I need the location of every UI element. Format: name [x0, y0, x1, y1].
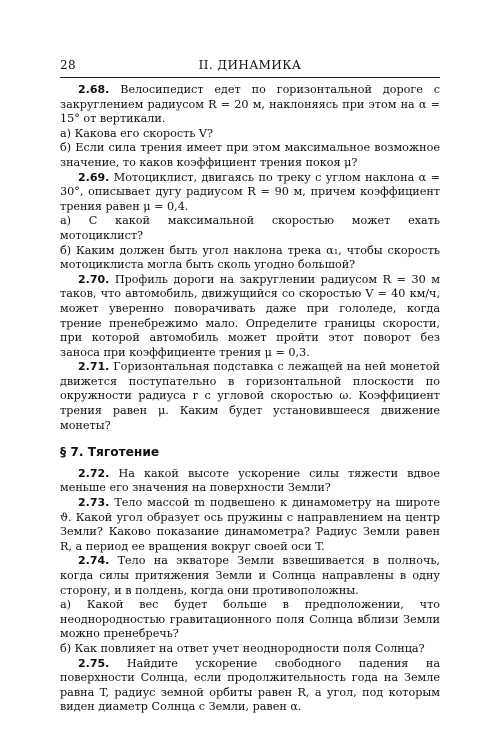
header-rule [60, 77, 440, 78]
problem-paragraph [60, 273, 440, 361]
problem-text: Тело массой m подвешено к динамометру на широте ϑ. Какой угол образует ось пружины с направлением на центр Земли? Каково показание динамометра? Радиус Земли равен R, а период ее вращения вокруг своей оси T. [60, 496, 440, 553]
sub-question [60, 127, 440, 142]
problems-part2 [60, 467, 440, 715]
problem-number: 2.73. [78, 496, 110, 510]
problem-paragraph [60, 657, 440, 715]
problem-text: а) Какой вес будет больше в предположении, что неоднородностью гравитационного поля Солнца вблизи Земли можно пренебречь? [60, 598, 440, 641]
problem-text: Мотоциклист, двигаясь по треку с углом наклона α = 30°, описывает дугу радиусом R = 90 м, причем коэффициент трения равен μ = 0,4. [60, 170, 440, 213]
problem-text: б) Если сила трения имеет при этом максимальное возможное значение, то каков коэффициент трения покоя μ? [60, 141, 440, 169]
problem-number: 2.71. [78, 360, 110, 374]
problem-text: Найдите ускорение свободного падения на поверхности Солнца, если продолжительность года на Земле равна T, радиус земной орбиты равен R, а угол, под которым виден диаметр Солнца с Земли, равен α. [60, 656, 440, 714]
section-title: § 7. Тяготение [60, 445, 160, 460]
problem-paragraph [60, 554, 440, 598]
problem-text: На какой высоте ускорение силы тяжести вдвое меньше его значения на поверхности Земли? [60, 466, 440, 495]
problem-text: б) Каким должен быть угол наклона трека α₁, чтобы скорость мотоциклиста могла быть сколь угодно большой? [60, 243, 440, 272]
problem-paragraph [60, 496, 440, 554]
problem-text: Профиль дороги на закруглении радиусом R = 30 м таков, что автомобиль, движущийся со скоростью V = 40 км/ч, может уверенно поворачивать даже при гололеде, когда трение пренебрежимо мало. Определите границы скорости, при которой автомобиль может пройти этот поворот без заноса при коэффициенте трения μ = 0,3. [60, 272, 440, 359]
page-content [60, 83, 440, 715]
page-number: 28 [60, 58, 77, 72]
problem-number: 2.69. [78, 170, 110, 184]
sub-question [60, 141, 440, 170]
sub-question [60, 642, 440, 657]
problem-paragraph [60, 171, 440, 215]
problem-number: 2.74. [78, 554, 110, 568]
sub-question [60, 214, 440, 243]
problem-paragraph [60, 360, 440, 433]
chapter-title: II. ДИНАМИКА [198, 58, 302, 72]
problem-text: Велосипедист едет по горизонтальной дороге с закруглением радиусом R = 20 м, наклоняясь при этом на α = 15° от вертикали. [60, 83, 440, 126]
problem-number: 2.70. [78, 272, 110, 286]
sub-question [60, 598, 440, 642]
problem-number: 2.75. [78, 656, 110, 670]
page-header [60, 58, 440, 78]
problem-text: б) Как повлияет на ответ учет неоднородности поля Солнца? [60, 641, 425, 655]
problem-text: Горизонтальная подставка с лежащей на ней монетой движется поступательно в горизонтальной плоскости по окружности радиуса r с угловой скоростью ω. Коэффициент трения равен μ. Каким будет установившееся движение монеты? [60, 360, 440, 432]
problem-number: 2.68. [78, 83, 110, 96]
sub-question [60, 244, 440, 273]
problem-text: а) С какой максимальной скоростью может ехать мотоциклист? [60, 214, 440, 242]
problem-paragraph [60, 83, 440, 127]
problem-text: Тело на экваторе Земли взвешивается в полночь, когда силы притяжения Земли и Солнца направлены в одну сторону, и в полдень, когда они противоположны. [60, 554, 440, 597]
problem-paragraph [60, 467, 440, 496]
problems-part1 [60, 83, 440, 433]
problem-number: 2.72. [78, 466, 110, 480]
problem-text: а) Какова его скорость V? [60, 126, 214, 140]
